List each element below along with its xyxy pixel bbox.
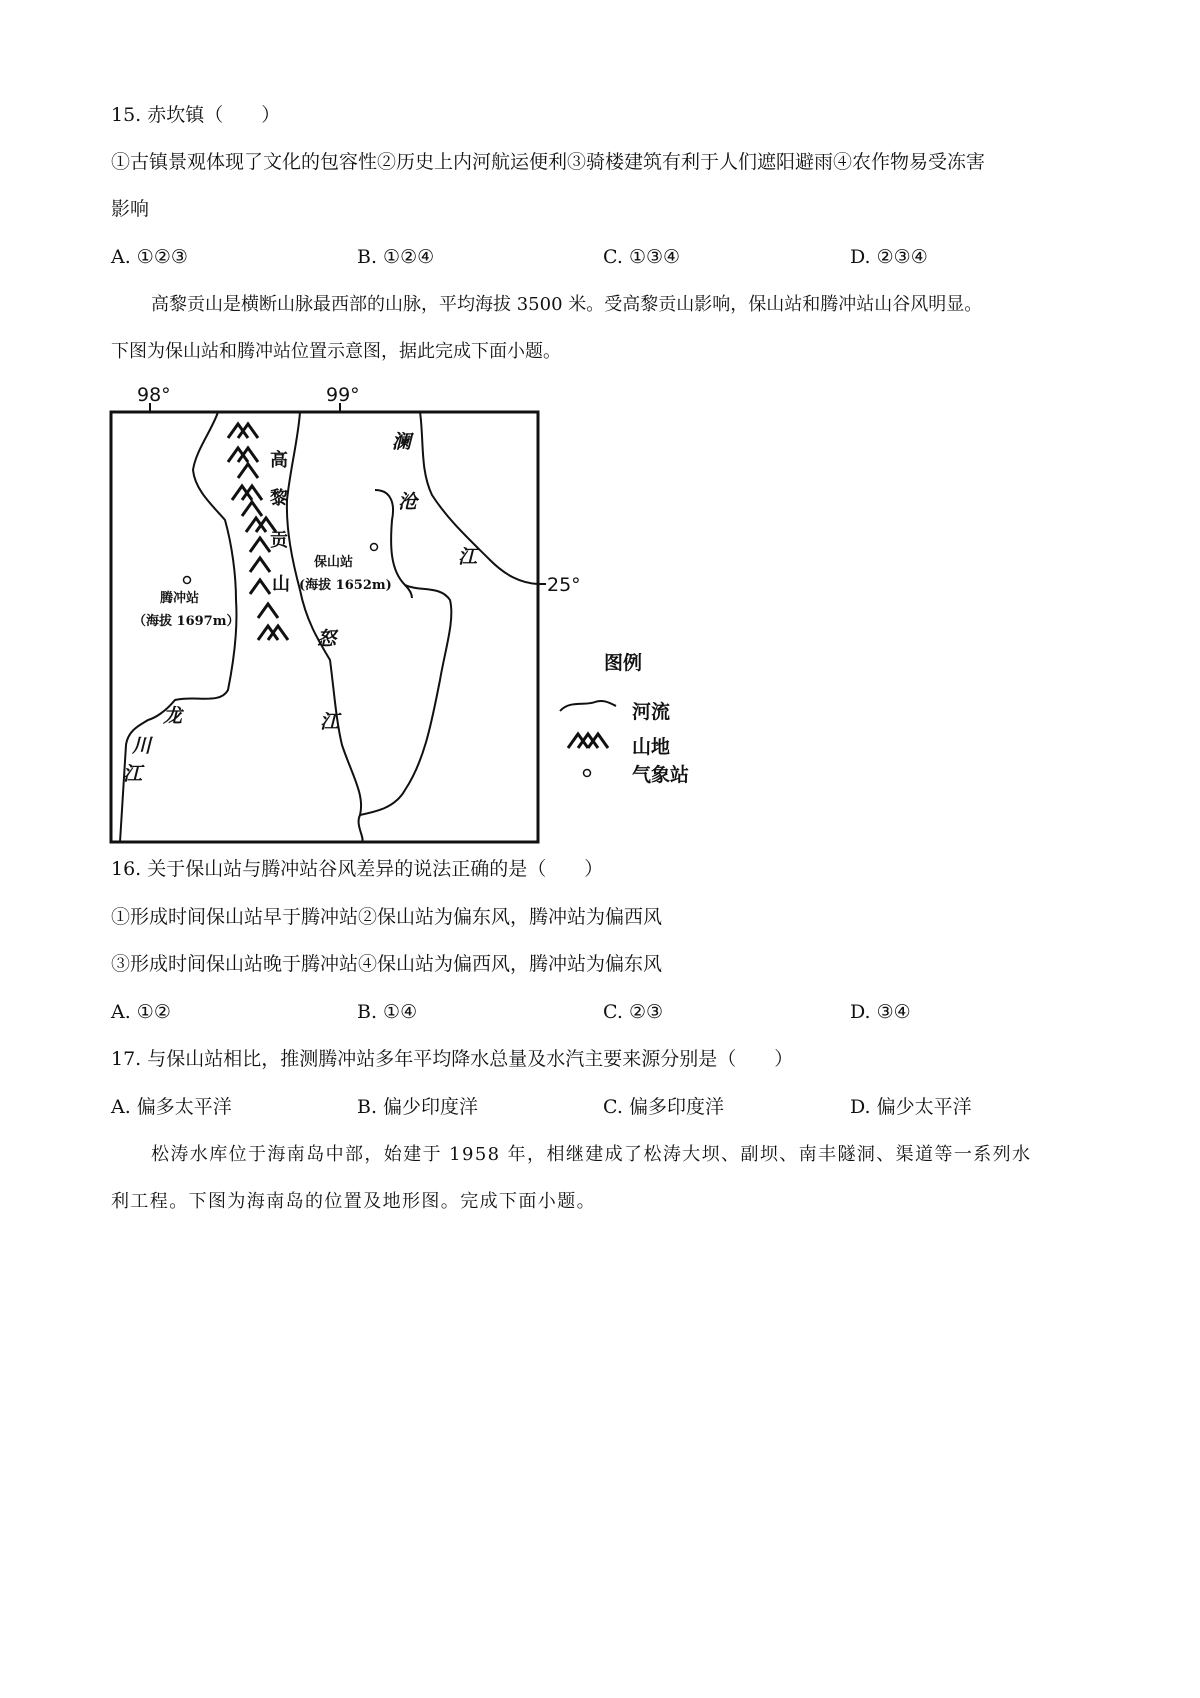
question-15-statements-cont: 影响 (111, 198, 150, 220)
legend-mountain-label: 山地 (632, 736, 671, 758)
baoshan-station-altitude: (海拔 1652m) (299, 578, 392, 593)
option-a: A. ①②③ (111, 246, 188, 268)
option-b: B. ①②④ (357, 246, 435, 268)
nu-river-char-2: 江 (320, 711, 340, 733)
option-a: A. 偏多太平洋 (111, 1096, 232, 1118)
option-c: C. 偏多印度洋 (603, 1096, 724, 1118)
option-d: D. ③④ (850, 1001, 911, 1023)
longchuan-river-char-1: 龙 (163, 705, 183, 727)
tengchong-station-altitude: （海拔 1697m） (133, 614, 240, 629)
intro-paragraph-1-cont: 下图为保山站和腾冲站位置示意图，据此完成下面小题。 (111, 341, 561, 362)
station-location-map (100, 375, 720, 855)
question-17-stem: 17. 与保山站相比，推测腾冲站多年平均降水总量及水汽主要来源分别是（ ） (111, 1048, 794, 1070)
option-c: C. ②③ (603, 1001, 664, 1023)
legend-mountain-icon (568, 734, 608, 748)
option-c: C. ①③④ (603, 246, 681, 268)
legend-river-label: 河流 (632, 701, 671, 723)
nu-river-east-bank (287, 412, 363, 842)
mountain-name-char-4: 山 (272, 574, 290, 595)
baoshan-station-label: 保山站 (314, 555, 354, 570)
lancang-river-char-1: 澜 (392, 431, 412, 453)
longitude-98-label: 98° (137, 384, 171, 406)
longitude-99-label: 99° (326, 384, 360, 406)
baoshan-station-marker (371, 544, 378, 551)
option-b: B. 偏少印度洋 (357, 1096, 479, 1118)
legend-river-icon (560, 701, 616, 711)
question-16-statement-1: ①形成时间保山站早于腾冲站②保山站为偏东风，腾冲站为偏西风 (111, 906, 663, 928)
legend-station-icon (584, 770, 591, 777)
intro-paragraph-1: 高黎贡山是横断山脉最西部的山脉，平均海拔 3500 米。受高黎贡山影响，保山站和腾冲站山谷风明显。 (151, 294, 983, 315)
lancang-river-char-3: 江 (458, 546, 478, 568)
lancang-river-char-2: 沧 (398, 491, 418, 513)
mountain-name-char-3: 贡 (270, 530, 288, 551)
longchuan-river-char-3: 江 (123, 763, 143, 785)
question-15-stem: 15. 赤坎镇（ ） (111, 104, 281, 126)
legend-title: 图例 (604, 652, 643, 674)
nu-river-char-1: 怒 (317, 628, 337, 650)
option-d: D. ②③④ (850, 246, 928, 268)
legend-station-label: 气象站 (632, 764, 690, 786)
question-16-statement-2: ③形成时间保山站晚于腾冲站④保山站为偏西风，腾冲站为偏东风 (111, 953, 663, 975)
question-15-statements: ①古镇景观体现了文化的包容性②历史上内河航运便利③骑楼建筑有利于人们遮阳避雨④农作物易受冻害 (111, 151, 986, 173)
lancang-river-west-bank (360, 490, 451, 815)
lancang-river-east-bank (420, 412, 538, 584)
mountain-name-char-2: 黎 (270, 488, 288, 509)
tengchong-station-label: 腾冲站 (160, 591, 200, 606)
mountain-name-char-1: 高 (270, 450, 288, 471)
option-b: B. ①④ (357, 1001, 418, 1023)
question-16-stem: 16. 关于保山站与腾冲站谷风差异的说法正确的是（ ） (111, 858, 604, 880)
option-a: A. ①② (111, 1001, 171, 1023)
option-d: D. 偏少太平洋 (850, 1096, 972, 1118)
intro-paragraph-2-cont: 利工程。下图为海南岛的位置及地形图。完成下面小题。 (111, 1191, 596, 1212)
longchuan-river-char-2: 川 (132, 735, 152, 757)
latitude-25-label: 25° (547, 574, 581, 596)
intro-paragraph-2: 松涛水库位于海南岛中部，始建于 1958 年，相继建成了松涛大坝、副坝、南丰隧洞、渠道等一系列水 (151, 1144, 1032, 1165)
tengchong-station-marker (184, 577, 191, 584)
